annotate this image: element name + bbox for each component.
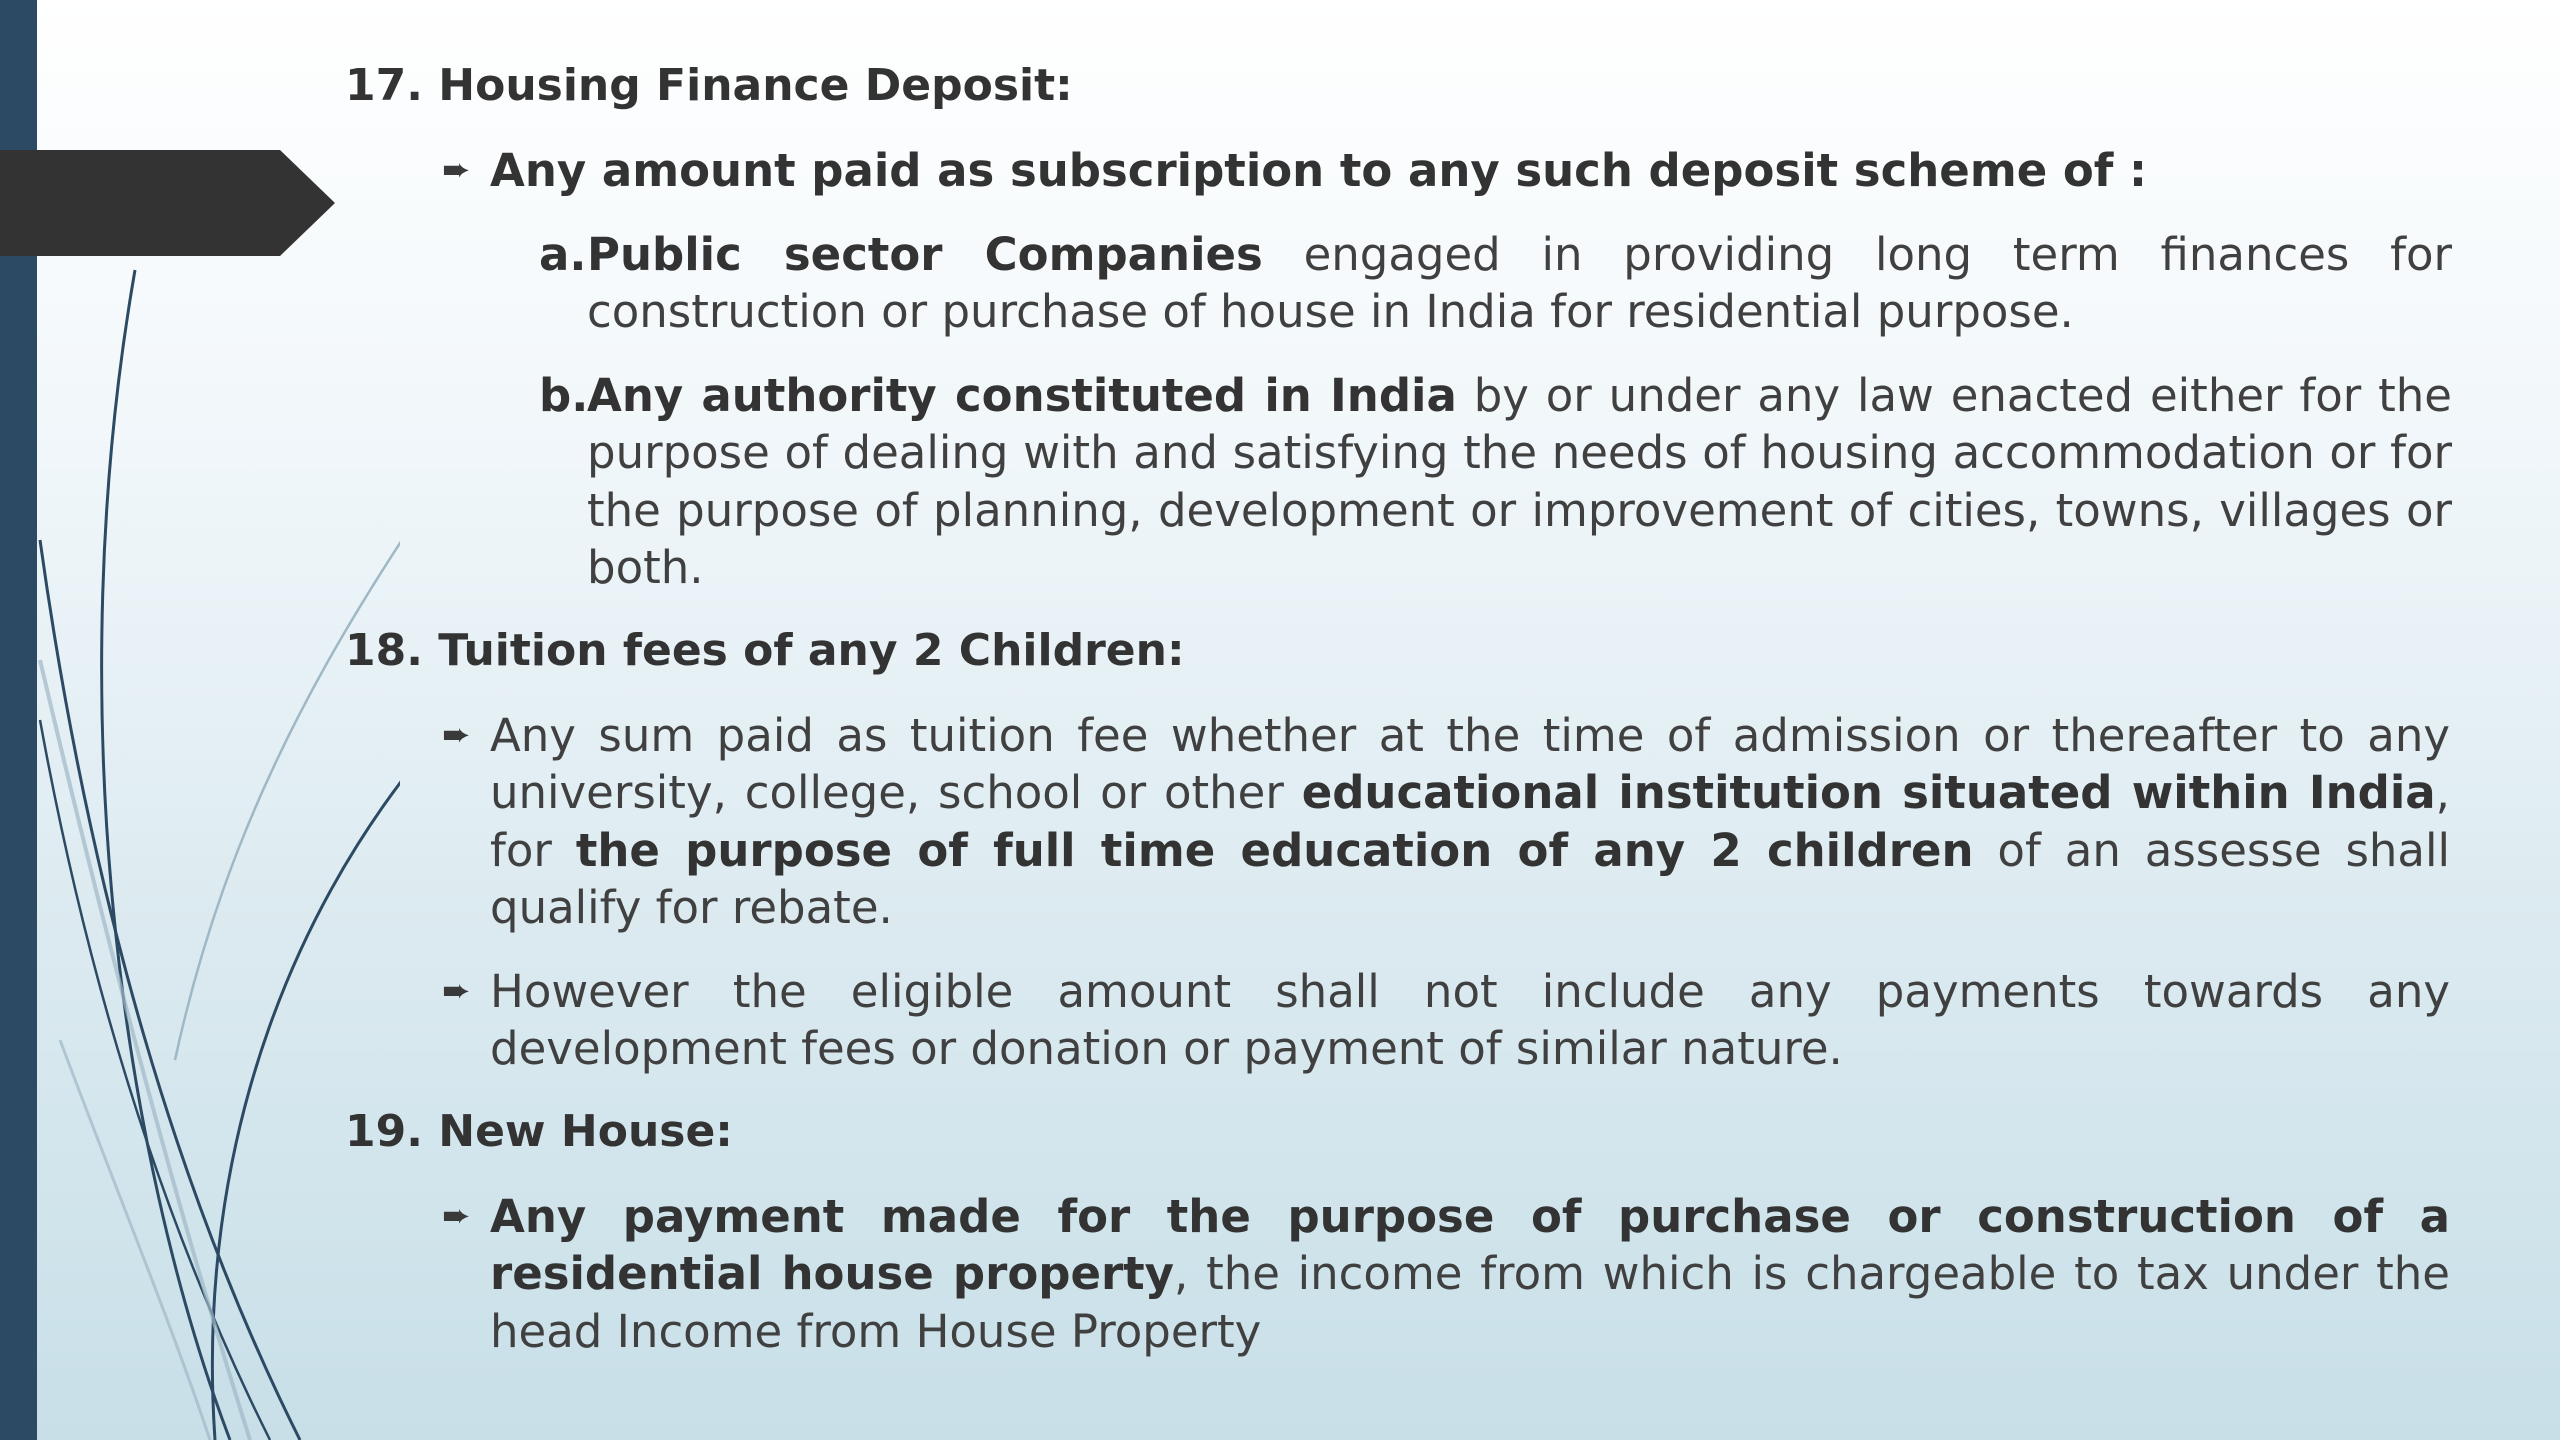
slide-content [345, 58, 2455, 1386]
section-19-heading: 19. New House: [345, 1105, 733, 1157]
bullet-2-text: However the eligible amount shall not include any payments towards any development fees or donation or payment of similar nature. [490, 964, 2450, 1075]
pointing-arrow-icon: ➨ [442, 1195, 471, 1236]
section-17-item-b [539, 367, 2452, 597]
bullet-1-strong-2: the purpose of full time education of any 2 children [575, 823, 1974, 877]
item-b-text: by or under any law enacted either for the purpose of dealing with and satisfying the needs of housing accommodation or for the purpose of planning, development or improvement of cities, towns, villages or both. [587, 368, 2452, 594]
item-a-strong: Public sector Companies [587, 227, 1263, 281]
section-17-bullet-text: Any amount paid as subscription to any such deposit scheme of : [490, 144, 2148, 197]
section-18-heading: 18. Tuition fees of any 2 Children: [345, 624, 1185, 676]
item-marker: b. [539, 368, 589, 422]
item-a-text: engaged in providing long term finances for construction or purchase of house in India for residential purpose. [587, 227, 2452, 338]
section-19-bullet [442, 1188, 2450, 1361]
section-17-bullet [442, 142, 2450, 200]
item-b-strong: Any authority constituted in India [587, 368, 1457, 422]
bullet-1-text-1: Any sum paid as tuition fee whether at the time of admission or thereafter to any university, college, school or other [490, 708, 2450, 819]
bullet-1-strong-1: educational institution situated within India [1301, 766, 2436, 819]
section-17-item-a [539, 226, 2452, 341]
pennant-shape [0, 150, 335, 256]
pointing-arrow-icon: ➨ [442, 150, 471, 190]
pointing-arrow-icon: ➨ [442, 714, 471, 755]
section-18-bullet-2 [442, 963, 2450, 1078]
item-marker: a. [539, 227, 587, 281]
section-19-bullet-strong: Any payment made for the purpose of purchase or construction of a residential house property [490, 1189, 2450, 1300]
section-19-bullet-text: , the income from which is chargeable to tax under the head Income from House Property [490, 1247, 2450, 1358]
bullet-1-text-3: of an assesse shall qualify for rebate. [490, 823, 2450, 934]
bullet-1-text-2: , for [490, 766, 2450, 877]
section-18-bullet-1 [442, 707, 2450, 937]
section-17-heading: 17. Housing Finance Deposit: [345, 60, 1073, 111]
pointing-arrow-icon: ➨ [442, 970, 471, 1011]
